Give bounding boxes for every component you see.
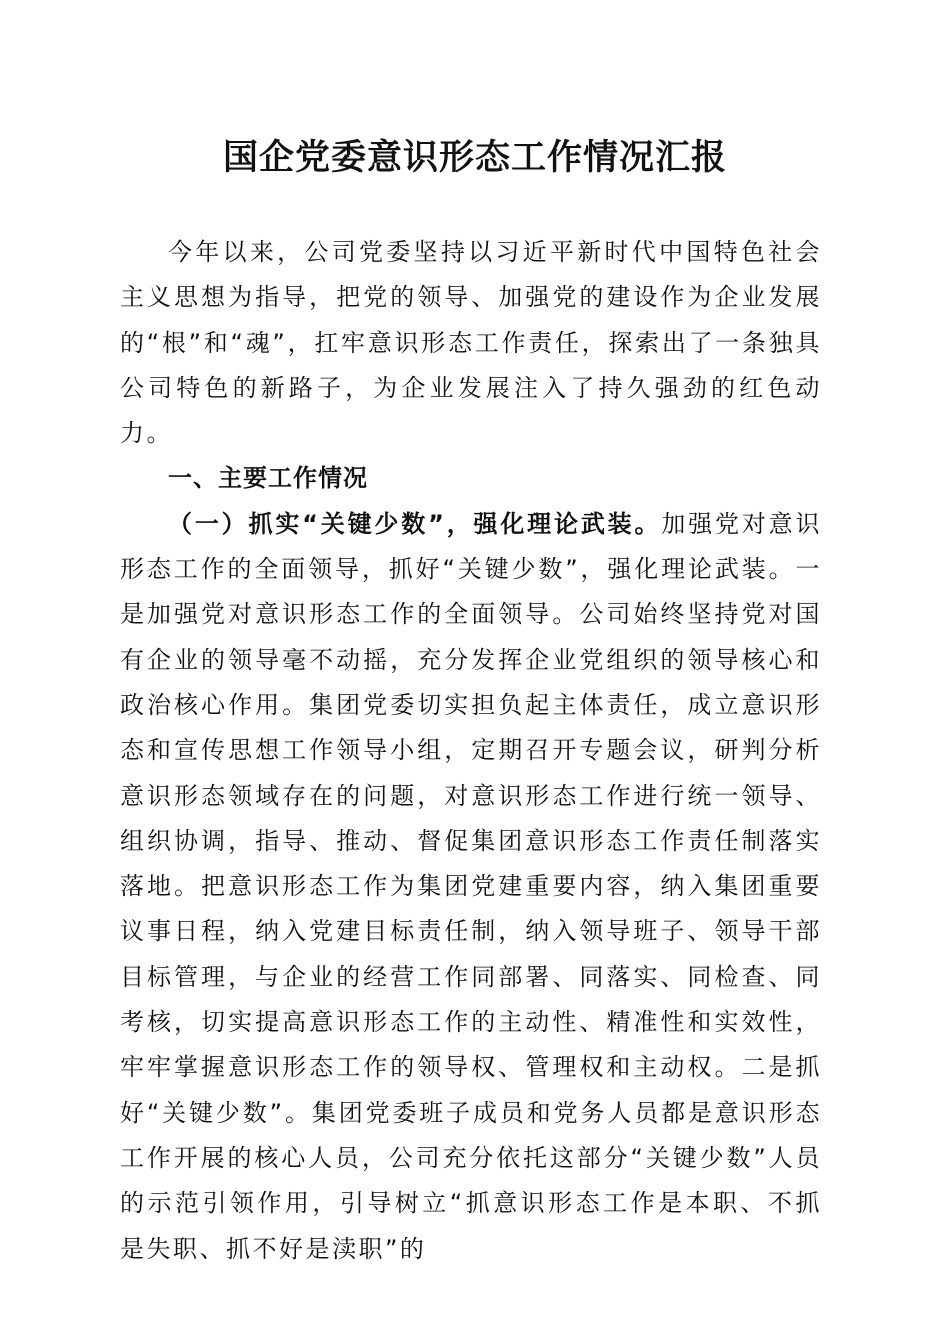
- document-title: 国企党委意识形态工作情况汇报: [222, 137, 727, 178]
- subsection-heading-1: （一）抓实“关键少数”，强化理论武装。: [168, 509, 662, 538]
- subsection-body-1: 加强党对意识形态工作的全面领导，抓好“关键少数”，强化理论武装。一是加强党对意识形态工作的全面领导。公司始终坚持党对国有企业的领导毫不动摇，充分发挥企业党组织的领导核心和政治核心作用。集团党委切实担负起主体责任，成立意识形态和宣传思想工作领导小组，定期召开专题会议，研判分析意识形态领域存在的问题，对意识形态工作进行统一领导、组织协调，指导、推动、督促集团意识形态工作责任制落实落地。把意识形态工作为集团党建重要内容，纳入集团重要议事日程，纳入党建目标责任制，纳入领导班子、领导干部目标管理，与企业的经营工作同部署、同落实、同检查、同考核，切实提高意识形态工作的主动性、精准性和实效性，牢牢掌握意识形态工作的领导权、管理权和主动权。二是抓好“关键少数”。集团党委班子成员和党务人员都是意识形态工作开展的核心人员，公司充分依托这部分“关键少数”人员的示范引领作用，引导树立“抓意识形态工作是本职、不抓是失职、抓不好是渎职”的: [120, 509, 823, 1263]
- section-heading-1: 一、主要工作情况: [168, 464, 368, 493]
- subsection-paragraph-1: [120, 502, 822, 1272]
- intro-paragraph: 今年以来，公司党委坚持以习近平新时代中国特色社会主义思想为指导，把党的领导、加强党的建设作为企业发展的“根”和“魂”，扛牢意识形态工作责任，探索出了一条独具公司特色的新路子，为企业发展注入了持久强劲的红色动力。: [120, 238, 822, 448]
- document-body: [120, 230, 822, 1272]
